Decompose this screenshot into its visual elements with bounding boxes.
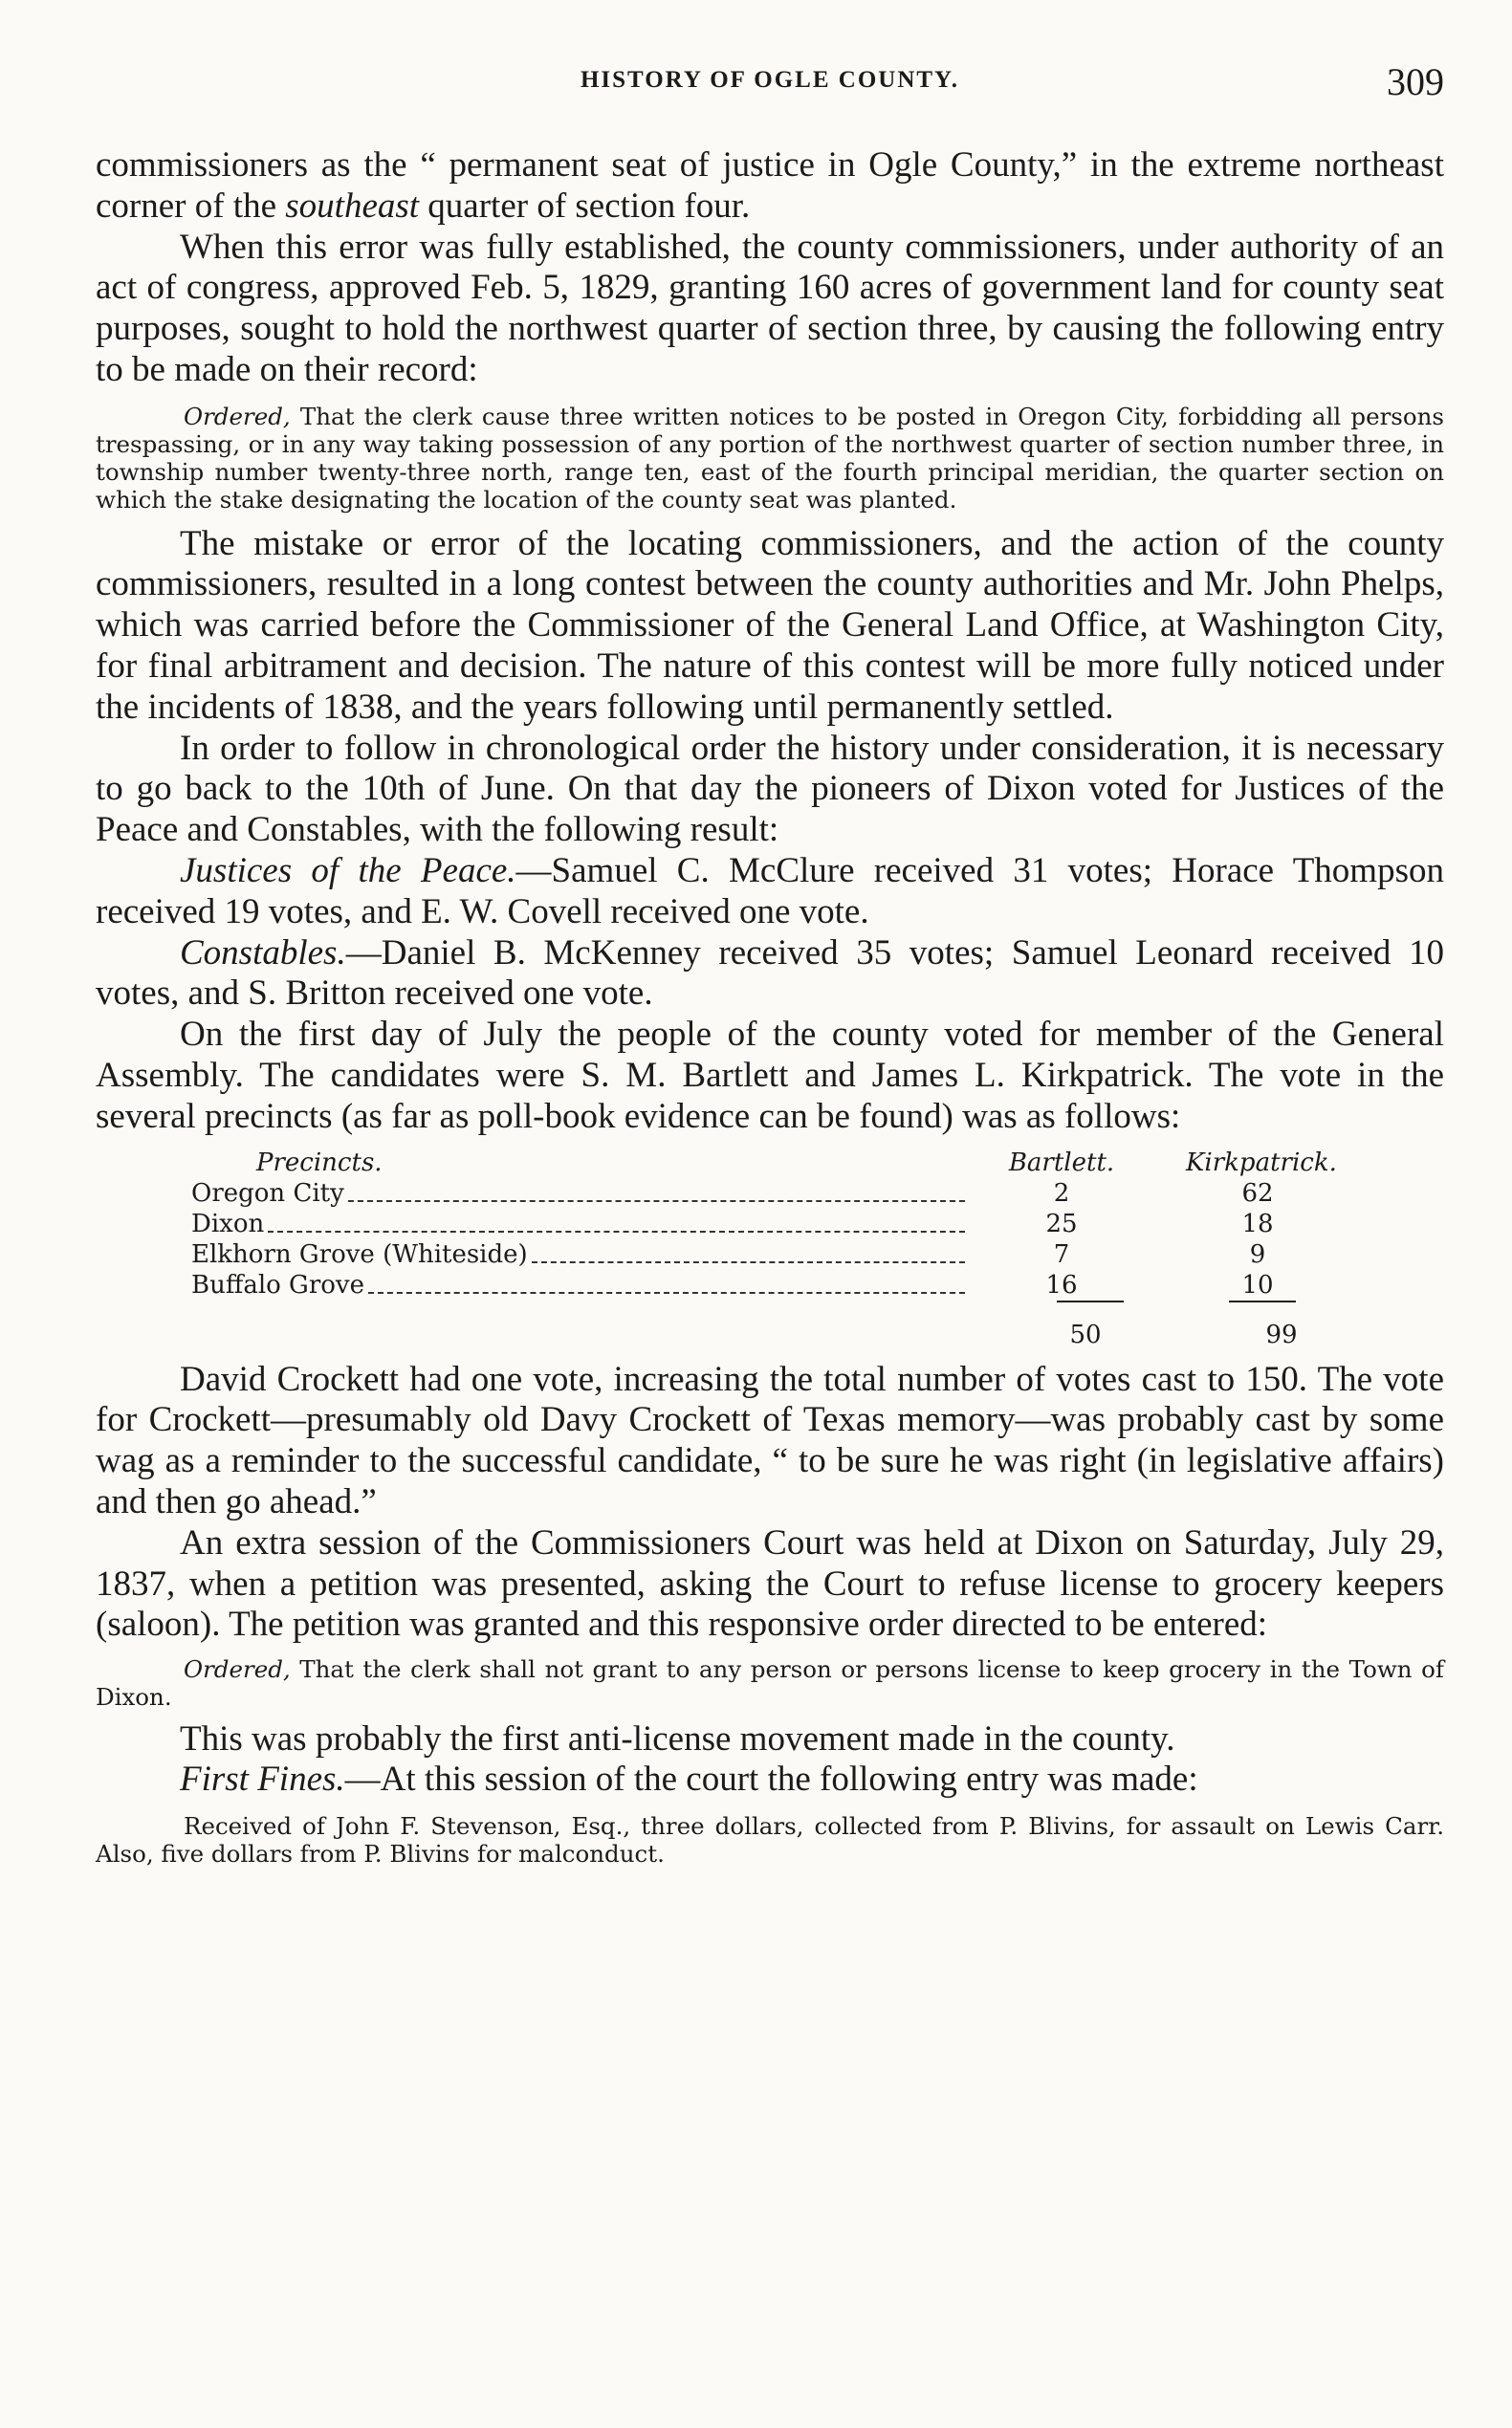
precinct-name: Buffalo Grove xyxy=(191,1270,364,1300)
paragraph-10: This was probably the first anti-license movement made in the county. xyxy=(180,1718,1175,1759)
bartlett-total: 50 xyxy=(1069,1320,1102,1349)
kirkpatrick-votes: 18 xyxy=(1241,1209,1274,1238)
precinct-name: Elkhorn Grove (Whiteside) xyxy=(191,1239,528,1269)
precincts-header: Precincts. xyxy=(256,1148,383,1177)
quoted-order-2-ordered: Ordered, xyxy=(184,1655,291,1684)
justices-text: —Samuel C. McClure received 31 votes; Horace Thompson received 19 votes, and E. W. Covell received one vote. xyxy=(96,850,1444,931)
quoted-order-1-ordered: Ordered, xyxy=(184,402,291,430)
quoted-order-1-text: That the clerk cause three written notices to be posted in Oregon City, forbidding all persons trespassing, or in any way taking possession of any portion of the northwest quarter of section number three, in township number twenty-three north, range ten, east of the fourth principal meridian, the quarter section on which the stake designating the location of the county seat was planted. xyxy=(96,402,1444,514)
first-fines-text: —At this session of the court the following entry was made: xyxy=(344,1760,1198,1800)
totals-rule xyxy=(96,1301,1444,1318)
paragraph-1 xyxy=(96,145,1444,228)
running-title: HISTORY OF OGLE COUNTY. xyxy=(580,67,960,93)
bartlett-header: Bartlett. xyxy=(1008,1148,1115,1177)
bartlett-votes: 16 xyxy=(1045,1270,1078,1300)
page-header xyxy=(96,59,1444,107)
paragraph-8: David Crockett had one vote, increasing the total number of votes cast to 150. The vote for Crockett—presumably old Davy Crockett of Texas memory—was probably cast by some wag as a reminder to the successful candidate, “ to be sure he was right (in legislative affairs) and then go ahead.” xyxy=(96,1359,1444,1521)
paragraph-3: The mistake or error of the locating commissioners, and the action of the county commissioners, resulted in a long contest between the county authorities and Mr. John Phelps, which was carried before the Commissioner of the General Land Office, at Washington City, for final arbitrament and decision. The nature of this contest will be more fully noticed under the incidents of 1838, and the years following until permanently settled. xyxy=(96,523,1444,727)
paragraph-constables xyxy=(96,933,1444,1016)
first-fines-heading: First Fines. xyxy=(180,1760,345,1800)
precinct-name: Dixon xyxy=(191,1209,265,1238)
kirkpatrick-header: Kirkpatrick. xyxy=(1186,1148,1337,1177)
vote-table-header xyxy=(96,1148,1444,1178)
kirkpatrick-votes: 9 xyxy=(1249,1239,1266,1269)
page-number: 309 xyxy=(1387,60,1444,103)
totals-row xyxy=(96,1318,1444,1352)
bartlett-votes: 2 xyxy=(1053,1178,1070,1208)
kirkpatrick-total: 99 xyxy=(1265,1320,1298,1349)
paragraph-justices xyxy=(96,851,1444,933)
paragraph-first-fines xyxy=(96,1760,1444,1801)
table-row xyxy=(96,1178,1444,1209)
quoted-receipt: Received of John F. Stevenson, Esq., three dollars, collected from P. Blivins, for assault on Lewis Carr. Also, five dollars from P. Blivins for malconduct. xyxy=(96,1812,1444,1869)
paragraph-4: In order to follow in chronological order the history under consideration, it is necessary to go back to the 10th of June. On that day the pioneers of Dixon voted for Justices of the Peace and Constables, with the following result: xyxy=(96,728,1444,850)
paragraph-1-text-b: quarter of section four. xyxy=(419,186,751,226)
table-row xyxy=(96,1209,1444,1239)
bartlett-votes: 7 xyxy=(1053,1239,1070,1269)
quoted-order-2 xyxy=(96,1655,1444,1711)
quoted-order-1 xyxy=(96,403,1444,514)
constables-text: —Daniel B. McKenney received 35 votes; Samuel Leonard received 10 votes, and S. Britton received one vote. xyxy=(96,932,1444,1014)
vote-table xyxy=(96,1148,1444,1352)
kirkpatrick-votes: 62 xyxy=(1241,1178,1274,1208)
table-row xyxy=(96,1239,1444,1270)
table-row xyxy=(96,1270,1444,1301)
constables-heading: Constables. xyxy=(180,932,346,973)
paragraph-1-text-a: commissioners as the “ permanent seat of justice in Ogle County,” in the extreme northeast corner of the xyxy=(96,145,1444,226)
quoted-order-2-text: That the clerk shall not grant to any person or persons license to keep grocery in the Town of Dixon. xyxy=(96,1655,1444,1712)
precinct-name: Oregon City xyxy=(191,1178,344,1208)
kirkpatrick-votes: 10 xyxy=(1241,1270,1274,1300)
paragraph-1-emphasis: southeast xyxy=(285,186,420,226)
paragraph-7: On the first day of July the people of the county voted for member of the General Assembly. The candidates were S. M. Bartlett and James L. Kirkpatrick. The vote in the several precincts (as far as poll-book evidence can be found) was as follows: xyxy=(96,1015,1444,1136)
justices-heading: Justices of the Peace. xyxy=(180,850,516,890)
bartlett-votes: 25 xyxy=(1045,1209,1078,1238)
page-body xyxy=(96,145,1444,1878)
paragraph-2: When this error was fully established, the county commissioners, under authority of an act of congress, approved Feb. 5, 1829, granting 160 acres of government land for county seat purposes, sought to hold the northwest quarter of section three, by causing the following entry to be made on their record: xyxy=(96,227,1444,389)
paragraph-9: An extra session of the Commissioners Court was held at Dixon on Saturday, July 29, 1837, when a petition was presented, asking the Court to refuse license to grocery keepers (saloon). The petition was granted and this responsive order directed to be entered: xyxy=(96,1522,1444,1645)
